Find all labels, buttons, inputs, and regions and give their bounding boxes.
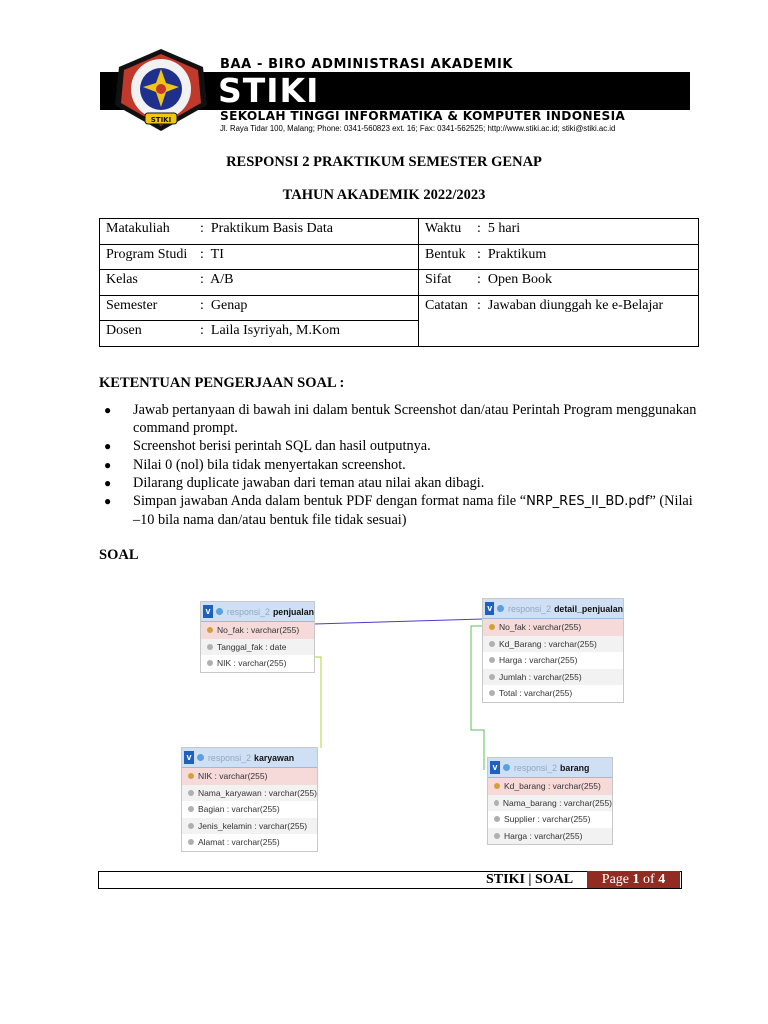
- bullet-icon: ●: [104, 475, 112, 490]
- column-icon: [494, 816, 500, 822]
- rule-text: Screenshot berisi perintah SQL dan hasil outputnya.: [133, 438, 431, 455]
- column-text: Total : varchar(255): [499, 688, 573, 698]
- er-table-detail-penjualan[interactable]: [482, 598, 624, 703]
- info-separator: :: [477, 221, 481, 236]
- er-column: [483, 669, 623, 686]
- column-text: Jumlah : varchar(255): [499, 671, 582, 682]
- info-value: A/B: [210, 272, 234, 287]
- footer-label: STIKI | SOAL: [486, 872, 574, 887]
- column-text: Nama_karyawan : varchar(255): [197, 787, 317, 798]
- info-value: Laila Isyriyah, M.Kom: [210, 323, 340, 338]
- info-value: 5 hari: [487, 221, 521, 236]
- key-icon: [188, 773, 194, 779]
- page-total: 4: [658, 872, 666, 887]
- er-column: [488, 795, 612, 812]
- column-text: No_fak : varchar(255): [217, 625, 300, 635]
- info-label: Waktu: [425, 221, 462, 236]
- info-value: TI: [210, 246, 224, 262]
- info-label: Semester: [106, 297, 158, 313]
- bullet-icon: ●: [104, 457, 112, 472]
- page-word: Page: [601, 872, 630, 887]
- column-text: Tanggal_fak : date: [217, 641, 287, 652]
- column-text: Bagian : varchar(255): [198, 804, 280, 814]
- header-address: Jl. Raya Tidar 100, Malang; Phone: 0341-560823 ext. 16; Fax: 0341-562525; http://www.stiki.ac.id; stiki@stiki.ac.id: [220, 124, 616, 133]
- column-text: Harga : varchar(255): [499, 655, 578, 665]
- info-separator: :: [477, 272, 481, 287]
- table-name: penjualan: [272, 606, 314, 617]
- er-table-penjualan[interactable]: [200, 601, 315, 673]
- info-label: Dosen: [106, 323, 142, 338]
- column-text: Jenis_kelamin : varchar(255): [198, 820, 308, 831]
- soal-heading: SOAL: [99, 547, 139, 563]
- er-column: [182, 785, 317, 802]
- info-separator: :: [200, 221, 204, 236]
- v-toggle-icon[interactable]: v: [485, 602, 494, 615]
- column-icon: [188, 839, 194, 845]
- info-value: Genap: [210, 297, 248, 313]
- column-icon: [489, 690, 495, 696]
- column-icon: [188, 790, 194, 796]
- academic-year: TAHUN AKADEMIK 2022/2023: [282, 187, 486, 203]
- document-title: RESPONSI 2 PRAKTIKUM SEMESTER GENAP: [226, 154, 542, 170]
- schema-name: responsi_2: [514, 762, 558, 773]
- er-table-header[interactable]: [201, 602, 314, 622]
- er-column: [483, 636, 623, 653]
- column-text: Alamat : varchar(255): [198, 837, 280, 847]
- column-text: Kd_Barang : varchar(255): [499, 638, 597, 649]
- er-table-barang[interactable]: [487, 757, 613, 845]
- key-icon: [489, 624, 495, 630]
- schema-name: responsi_2: [208, 752, 252, 763]
- info-value: Praktikum: [487, 246, 547, 262]
- v-toggle-icon[interactable]: v: [184, 751, 194, 764]
- table-icon: [497, 605, 504, 612]
- column-text: No_fak : varchar(255): [499, 622, 582, 632]
- er-column: [201, 622, 314, 639]
- info-label: Program Studi: [106, 246, 188, 262]
- rule-text: Simpan jawaban Anda dalam bentuk PDF dengan format nama file “: [133, 493, 527, 510]
- info-value: Jawaban diunggah ke e-Belajar: [487, 297, 664, 313]
- rule-text: Jawab pertanyaan di bawah ini dalam bentuk Screenshot dan/atau Perintah Program menggunakan command prompt.: [133, 402, 697, 437]
- er-table-karyawan[interactable]: [181, 747, 318, 852]
- er-column: [483, 619, 623, 636]
- column-text: Kd_barang : varchar(255): [504, 781, 601, 791]
- key-icon: [207, 627, 213, 633]
- column-text: Harga : varchar(255): [504, 830, 583, 841]
- er-column: [488, 811, 612, 828]
- file-name: NRP_RES_II_BD.pdf: [526, 494, 650, 510]
- logo-badge-text: STIKI: [150, 116, 172, 124]
- v-toggle-icon[interactable]: v: [490, 761, 500, 774]
- column-icon: [207, 660, 213, 666]
- info-separator: :: [200, 272, 204, 287]
- column-icon: [494, 833, 500, 839]
- info-label: Matakuliah: [106, 221, 170, 236]
- schema-name: responsi_2: [508, 603, 552, 614]
- header-full-name: SEKOLAH TINGGI INFORMATIKA & KOMPUTER INDONESIA: [220, 109, 626, 123]
- key-icon: [494, 783, 500, 789]
- page-indicator: [587, 871, 680, 888]
- table-name: karyawan: [254, 752, 295, 763]
- info-value: Open Book: [487, 272, 553, 287]
- column-icon: [489, 674, 495, 680]
- bullet-icon: ●: [104, 439, 112, 454]
- info-value: Praktikum Basis Data: [210, 221, 333, 236]
- er-column: [483, 652, 623, 669]
- bullet-icon: ●: [104, 403, 112, 417]
- table-name: detail_penjualan: [554, 603, 623, 614]
- er-column: [182, 834, 317, 851]
- rule-text: Nilai 0 (nol) bila tidak menyertakan screenshot.: [133, 456, 406, 473]
- column-icon: [489, 641, 495, 647]
- er-column: [182, 818, 317, 835]
- er-column: [483, 685, 623, 702]
- column-text: Nama_barang : varchar(255): [502, 797, 612, 808]
- info-label: Catatan: [425, 297, 468, 313]
- table-icon: [197, 754, 204, 761]
- rules-heading: KETENTUAN PENGERJAAN SOAL :: [99, 375, 345, 391]
- info-label: Bentuk: [425, 246, 466, 262]
- table-icon: [216, 608, 223, 615]
- rule-text: ” (Nilai –10 bila nama dan/atau bentuk file tidak sesuai): [133, 493, 693, 529]
- table-name: barang: [560, 762, 590, 773]
- er-table-header[interactable]: [182, 748, 317, 768]
- er-table-header[interactable]: [483, 599, 623, 619]
- of-word: of: [643, 872, 655, 887]
- header-institution: STIKI: [218, 71, 320, 110]
- column-icon: [188, 823, 194, 829]
- column-text: Supplier : varchar(255): [504, 814, 591, 824]
- er-column: [201, 639, 314, 656]
- info-separator: :: [477, 297, 481, 313]
- info-label: Sifat: [425, 272, 452, 287]
- column-icon: [489, 657, 495, 663]
- er-column: [201, 655, 314, 672]
- column-text: NIK : varchar(255): [198, 771, 268, 781]
- header-department: BAA - BIRO ADMINISTRASI AKADEMIK: [220, 57, 514, 72]
- column-icon: [494, 800, 499, 806]
- rule-text: Dilarang duplicate jawaban dari teman atau nilai akan dibagi.: [133, 474, 485, 491]
- info-separator: :: [200, 246, 204, 262]
- er-column: [182, 768, 317, 785]
- column-text: NIK : varchar(255): [217, 658, 287, 668]
- er-column: [488, 828, 612, 845]
- er-table-header[interactable]: [488, 758, 612, 778]
- v-toggle-icon[interactable]: v: [203, 605, 213, 618]
- info-separator: :: [477, 246, 481, 262]
- table-icon: [503, 764, 510, 771]
- page-number: 1: [632, 872, 640, 887]
- er-column: [182, 801, 317, 818]
- info-separator: :: [200, 323, 204, 338]
- column-icon: [207, 644, 213, 650]
- er-column: [488, 778, 612, 795]
- column-icon: [188, 806, 194, 812]
- schema-name: responsi_2: [226, 606, 270, 617]
- bullet-icon: ●: [104, 494, 112, 509]
- info-label: Kelas: [106, 272, 138, 287]
- info-separator: :: [200, 297, 204, 313]
